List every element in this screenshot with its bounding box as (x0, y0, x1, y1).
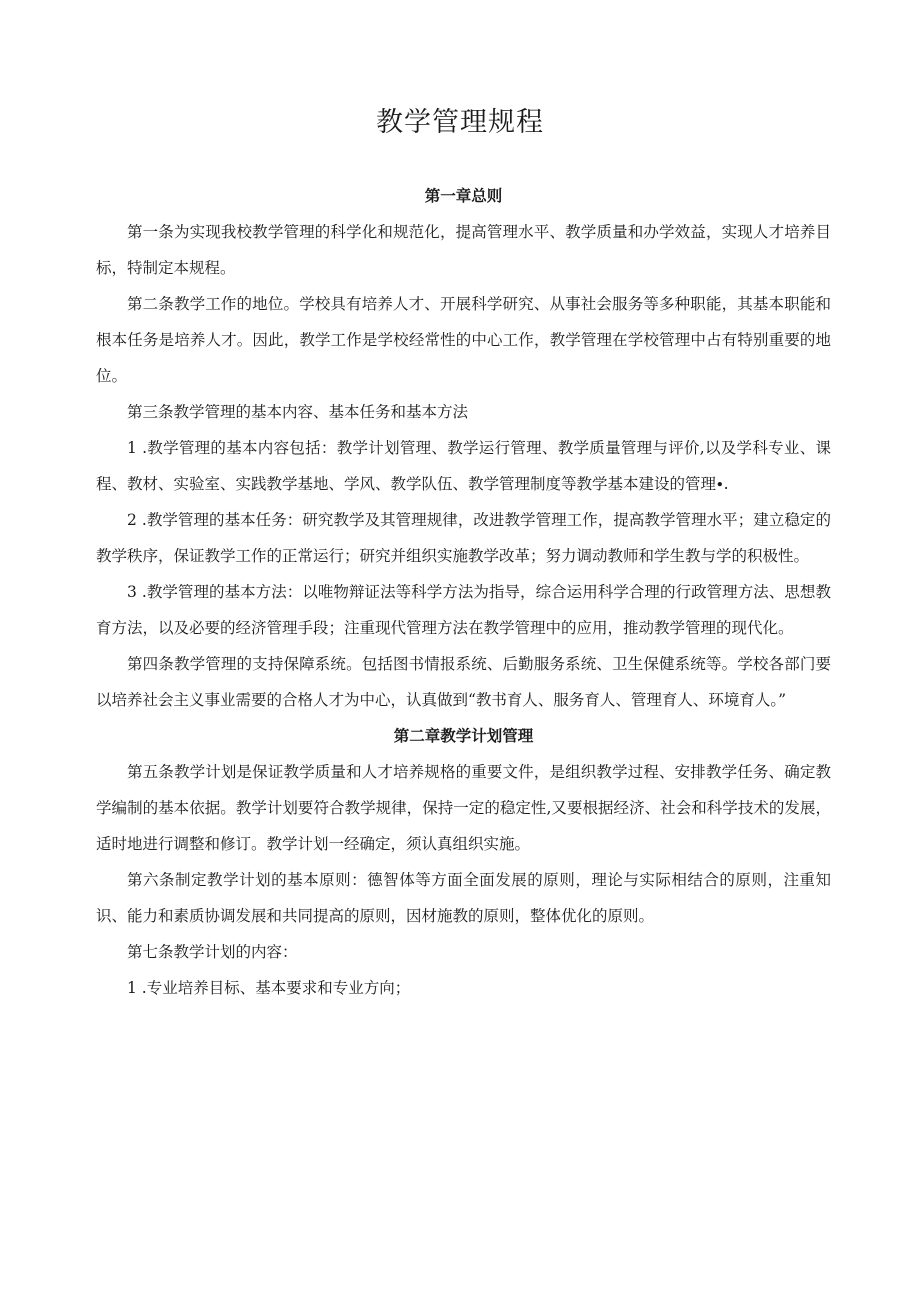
article-paragraph: 第六条制定教学计划的基本原则：德智体等方面全面发展的原则，理论与实际相结合的原则，注重知识、能力和素质协调发展和共同提高的原则，因材施教的原则，整体优化的原则。 (96, 871, 831, 925)
list-item-paragraph: 1 .专业培养目标、基本要求和专业方向； (127, 979, 411, 997)
article-paragraph: 第七条教学计划的内容： (127, 943, 298, 961)
document-title: 教学管理规程 (376, 107, 544, 138)
article-paragraph: 第五条教学计划是保证教学质量和人才培养规格的重要文件，是组织教学过程、安排教学任务、确定教学编制的基本依据。教学计划要符合教学规律，保持一定的稳定性,又要根据经济、社会和科学技术的发展，适时地进行调整和修订。教学计划一经确定，须认真组织实施。 (96, 763, 831, 853)
list-item-paragraph: 3 .教学管理的基本方法：以唯物辩证法等科学方法为指导，综合运用科学合理的行政管理方法、思想教育方法，以及必要的经济管理手段；注重现代管理方法在教学管理中的应用，推动教学管理的现代化。 (96, 583, 831, 637)
article-paragraph: 第四条教学管理的支持保障系统。包括图书情报系统、后勤服务系统、卫生保健系统等。学校各部门要以培养社会主义事业需要的合格人才为中心，认真做到“教书育人、服务育人、管理育人、环境育人。” (96, 655, 831, 709)
chapter-heading: 第一章总则 (424, 187, 503, 205)
chapter-heading: 第二章教学计划管理 (393, 727, 534, 745)
list-item-paragraph: 2 .教学管理的基本任务：研究教学及其管理规律，改进教学管理工作，提高教学管理水平；建立稳定的教学秩序，保证教学工作的正常运行；研究并组织实施教学改革；努力调动教师和学生教与学的积极性。 (96, 511, 831, 565)
document-body (96, 178, 831, 1006)
article-paragraph: 第一条为实现我校教学管理的科学化和规范化，提高管理水平、教学质量和办学效益，实现人才培养目标，特制定本规程。 (96, 223, 831, 277)
article-paragraph: 第三条教学管理的基本内容、基本任务和基本方法 (127, 403, 469, 421)
article-paragraph: 第二条教学工作的地位。学校具有培养人才、开展科学研究、从事社会服务等多种职能，其基本职能和根本任务是培养人才。因此，教学工作是学校经常性的中心工作，教学管理在学校管理中占有特别重要的地位。 (96, 295, 831, 385)
list-item-paragraph: 1 .教学管理的基本内容包括：教学计划管理、教学运行管理、教学质量管理与评价,以及学科专业、课程、教材、实验室、实践教学基地、学风、教学队伍、教学管理制度等教学基本建设的管理∙. (96, 439, 831, 493)
